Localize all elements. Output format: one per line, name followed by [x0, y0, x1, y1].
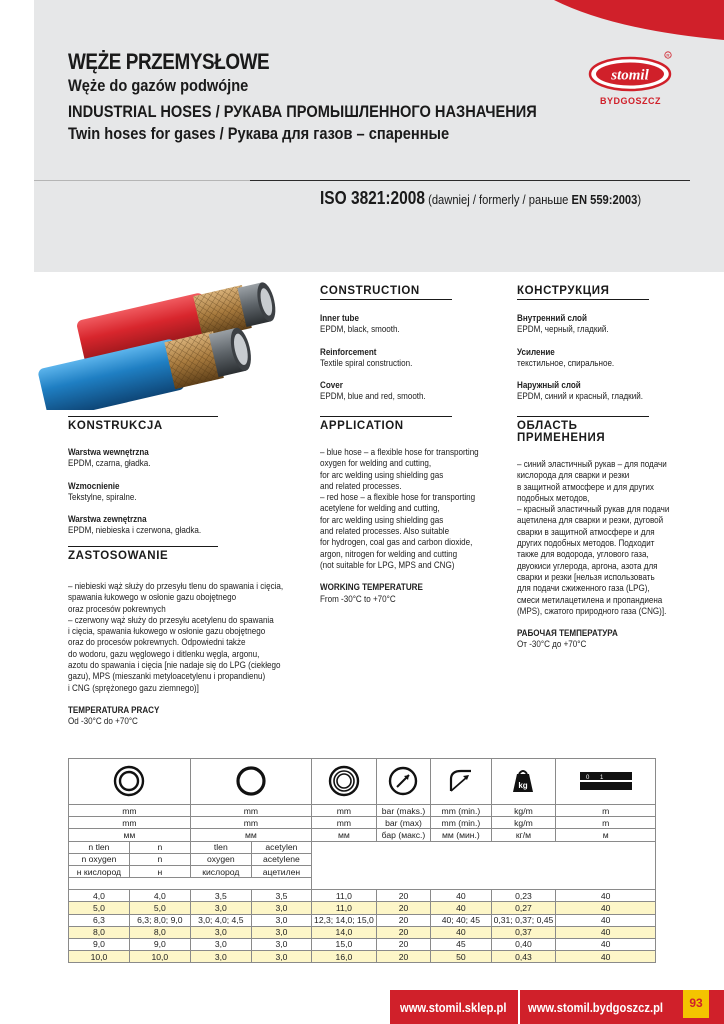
- footer-bar: [390, 990, 724, 1024]
- construction-pl-heading: KONSTRUKCJA: [68, 416, 218, 434]
- twin-hose-illustration: [30, 278, 300, 410]
- wall-thickness-icon: [235, 765, 267, 797]
- table-row: 5,0 5,0 3,0 3,0 11,0 20 40 0,27 40: [69, 902, 656, 914]
- divider-line: [250, 180, 690, 181]
- length-cell: [556, 759, 656, 805]
- construction-ru-heading: КОНСТРУКЦИЯ: [517, 285, 649, 300]
- table-row: 9,0 9,0 3,0 3,0 15,0 20 45 0,40 40: [69, 938, 656, 950]
- gas-label-row: н кислород н кислород ацетилен: [69, 865, 656, 877]
- page-number: 93: [683, 990, 709, 1018]
- application-ru-heading: ОБЛАСТЬ ПРИМЕНЕНИЯ: [517, 416, 649, 446]
- pressure-cell: [376, 759, 430, 805]
- length-ruler-icon: [576, 769, 636, 793]
- construction-pl-text: Warstwa wewnętrzna EPDM, czarna, gładka. Wzmocnienie Tekstylne, spiralne. Warstwa zewnętrzna EPDM, niebieska i czerwona, gładka.: [68, 446, 202, 536]
- red-corner-decoration: [494, 0, 724, 40]
- bend-radius-icon: [445, 765, 477, 797]
- page-title: WĘŻE PRZEMYSŁOWE: [68, 49, 270, 74]
- units-row: mm mm mm bar (maks.) mm (min.) kg/m m: [69, 805, 656, 817]
- standard-label: ISO 3821:2008 (dawniej / formerly / раньше EN 559:2003): [320, 188, 642, 208]
- logo-city: BYDGOSZCZ: [600, 96, 662, 106]
- gas-label-row: n oxygen n oxygen acetylene: [69, 853, 656, 865]
- footer-separator: [518, 990, 520, 1024]
- pressure-gauge-icon: [387, 765, 419, 797]
- table-row: 4,0 4,0 3,5 3,5 11,0 20 40 0,23 40: [69, 890, 656, 902]
- page-subtitle-en-ru: Twin hoses for gases / Рукава для газов – спаренные: [68, 124, 450, 143]
- title-block: [68, 50, 628, 145]
- page-subtitle: Węże do gazów podwójne: [68, 76, 249, 95]
- outer-diameter-cell: [312, 759, 377, 805]
- application-en-text: – blue hose – a flexible hose for transporting oxygen for welding and cutting, for arc welding using shielding gas and related processes. – red hose – a flexible hose for transporting acetylene for welding and cutting, for arc welding using shielding gas and related processes. Also suitable for hydrogen, coal gas and carbon dioxide, argon, nitrogen for welding and cutting (not suitable for LPG, MPS and CNG) WORKING TEMPERATURE From -30°C to +70°C: [320, 446, 479, 604]
- table-row: 8,0 8,0 3,0 3,0 14,0 20 40 0,37 40: [69, 926, 656, 938]
- gas-label-row: n tlen n tlen acetylen: [69, 841, 656, 853]
- outer-diameter-icon: [328, 765, 360, 797]
- bend-radius-cell: [431, 759, 491, 805]
- weight-icon: [508, 766, 538, 796]
- wall-thickness-cell: [190, 759, 311, 805]
- construction-en-text: Inner tube EPDM, black, smooth. Reinforcement Textile spiral construction. Cover EPDM, blue and red, smooth.: [320, 312, 426, 402]
- inner-diameter-cell: [69, 759, 191, 805]
- website-link[interactable]: www.stomil.bydgoszcz.pl: [528, 1000, 664, 1015]
- svg-text:R: R: [666, 53, 670, 58]
- inner-diameter-icon: [113, 765, 145, 797]
- units-row: mm mm mm bar (max) mm (min.) kg/m m: [69, 817, 656, 829]
- svg-text:kg: kg: [518, 780, 529, 790]
- ruler-label-0: 0: [585, 774, 589, 781]
- application-en-heading: APPLICATION: [320, 416, 452, 434]
- icon-row: [69, 759, 656, 805]
- shop-link[interactable]: www.stomil.sklep.pl: [400, 1000, 507, 1015]
- application-pl-text: – niebieski wąż służy do przesyłu tlenu do spawania i cięcia, spawania łukowego w osłonie gazu obojętnego oraz procesów pokrewnych – czerwony wąż służy do przesyłu acetylenu do spawania i cięcia, spawania łukowego w osłonie gazu obojętnego oraz do procesów pokrewnych. Odpowiedni także do wodoru, gazu węglowego i ditlenku węgla, argonu, azotu do spawania i cięcia [nie nadaje się do LPG (ciekłego gazu), MPS (mieszanki metyloacetylenu i propandienu) i CNG (sprężonego gazu ziemnego)] TEMPERATURA PRACY Od -30°C do +70°C: [68, 580, 284, 727]
- weight-cell: [491, 759, 556, 805]
- application-ru-text: – синий эластичный рукав – для подачи кислорода для сварки и резки в защитной атмосфере и для других подобных методов, – красный эластичный рукав для подачи ацетилена для сварки и резки, дуговой сварки в защитной атмосфере и для других подобных методов. Подходит также для водорода, углового газа, двуокиси углерода, аргона, азота для сварки и резки [нельзя использовать для подачи сжиженного газа (LPG), смеси метилацетилена и пропандиена (MPS), сжатого природного газа (CNG)]. РАБОЧАЯ ТЕМПЕРАТУРА От -30°С до +70°С: [517, 458, 670, 650]
- construction-ru-text: Внутренний слой EPDM, черный, гладкий. Усиление текстильное, спиральное. Наружный слой EPDM, синий и красный, гладкий.: [517, 312, 643, 402]
- construction-en-heading: CONSTRUCTION: [320, 285, 452, 300]
- divider-line: [34, 180, 250, 181]
- logo-text: stomil: [611, 67, 649, 84]
- application-pl-heading: ZASTOSOWANIE: [68, 546, 218, 564]
- units-row: мм мм мм бар (макс.) мм (мин.) кг/м м: [69, 829, 656, 841]
- ruler-label-1: 1: [599, 774, 603, 781]
- table-row: 6,3 6,3; 8,0; 9,0 3,0; 4,0; 4,5 3,0 12,3; 14,0; 15,0 20 40; 40; 45 0,31; 0,37; 0,45 40: [69, 914, 656, 926]
- page-title-en-ru: INDUSTRIAL HOSES / РУКАВА ПРОМЫШЛЕННОГО НАЗНАЧЕНИЯ: [68, 102, 537, 121]
- spec-table: [68, 758, 656, 963]
- table-row: 10,0 10,0 3,0 3,0 16,0 20 50 0,43 40: [69, 951, 656, 963]
